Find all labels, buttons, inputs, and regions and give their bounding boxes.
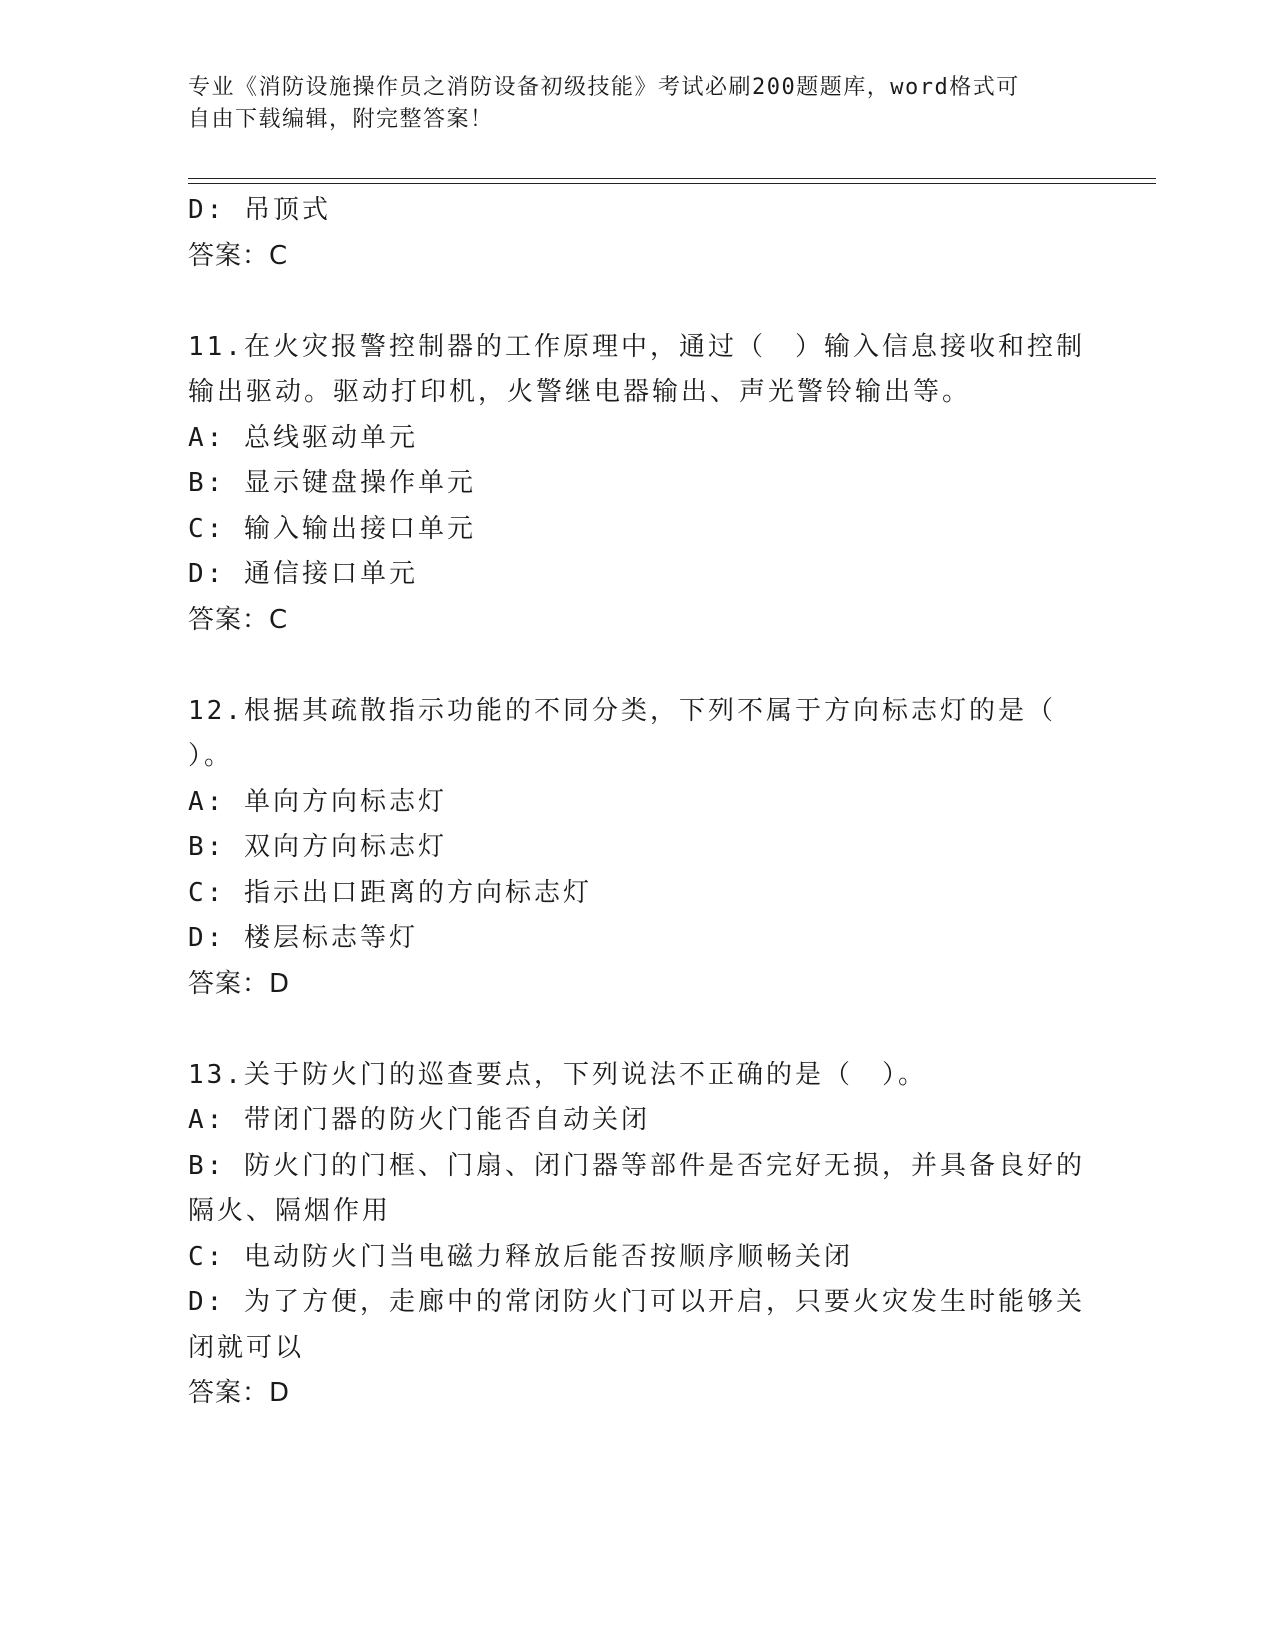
question-stem: 13.关于防火门的巡查要点，下列说法不正确的是（ ）。: [188, 1059, 927, 1090]
answer-line: 答案：D: [188, 1378, 291, 1408]
question-13: [188, 1053, 1088, 1417]
question-stem: 12.根据其疏散指示功能的不同分类，下列不属于方向标志灯的是（: [188, 695, 1056, 726]
option-b-continued: 隔火、隔烟作用: [188, 1196, 392, 1226]
header-divider-bottom: [188, 183, 1156, 184]
question-list: [188, 188, 1088, 1417]
question-stem-continued: ）。: [188, 741, 234, 771]
option-d: D: 为了方便，走廊中的常闭防火门可以开启，只要火灾发生时能够关: [188, 1287, 1085, 1317]
option-a: A: 总线驱动单元: [188, 422, 418, 453]
question-stem: 11.在火灾报警控制器的工作原理中，通过（ ）输入信息接收和控制: [188, 331, 1085, 362]
option-d-continued: 闭就可以: [188, 1332, 305, 1363]
answer-line: 答案：D: [188, 968, 291, 999]
question-stem-continued: 输出驱动。驱动打印机，火警继电器输出、声光警铃输出等。: [188, 377, 972, 407]
previous-question-tail: [188, 188, 1088, 279]
question-11: [188, 325, 1088, 644]
header-line-1: 专业《消防设施操作员之消防设备初级技能》考试必刷200题题库，word格式可: [188, 75, 1020, 100]
question-12: [188, 689, 1088, 1008]
option-c: C: 输入输出接口单元: [188, 513, 476, 544]
option-b: B: 双向方向标志灯: [188, 832, 447, 862]
option-b: B: 显示键盘操作单元: [188, 468, 476, 498]
answer-line: 答案：C: [188, 604, 289, 635]
option-a: A: 带闭门器的防火门能否自动关闭: [188, 1105, 650, 1135]
header-divider-top: [188, 178, 1156, 179]
page-header: [188, 72, 1068, 136]
answer-line: 答案：C: [188, 240, 289, 271]
option-d: D: 吊顶式: [188, 195, 331, 225]
option-d: D: 楼层标志等灯: [188, 923, 418, 953]
option-c: C: 指示出口距离的方向标志灯: [188, 877, 592, 908]
option-d: D: 通信接口单元: [188, 559, 418, 589]
option-c: C: 电动防火门当电磁力释放后能否按顺序顺畅关闭: [188, 1241, 853, 1272]
option-b: B: 防火门的门框、门扇、闭门器等部件是否完好无损，并具备良好的: [188, 1150, 1085, 1181]
header-line-2: 自由下载编辑，附完整答案！: [188, 107, 494, 132]
option-a: A: 单向方向标志灯: [188, 786, 447, 817]
